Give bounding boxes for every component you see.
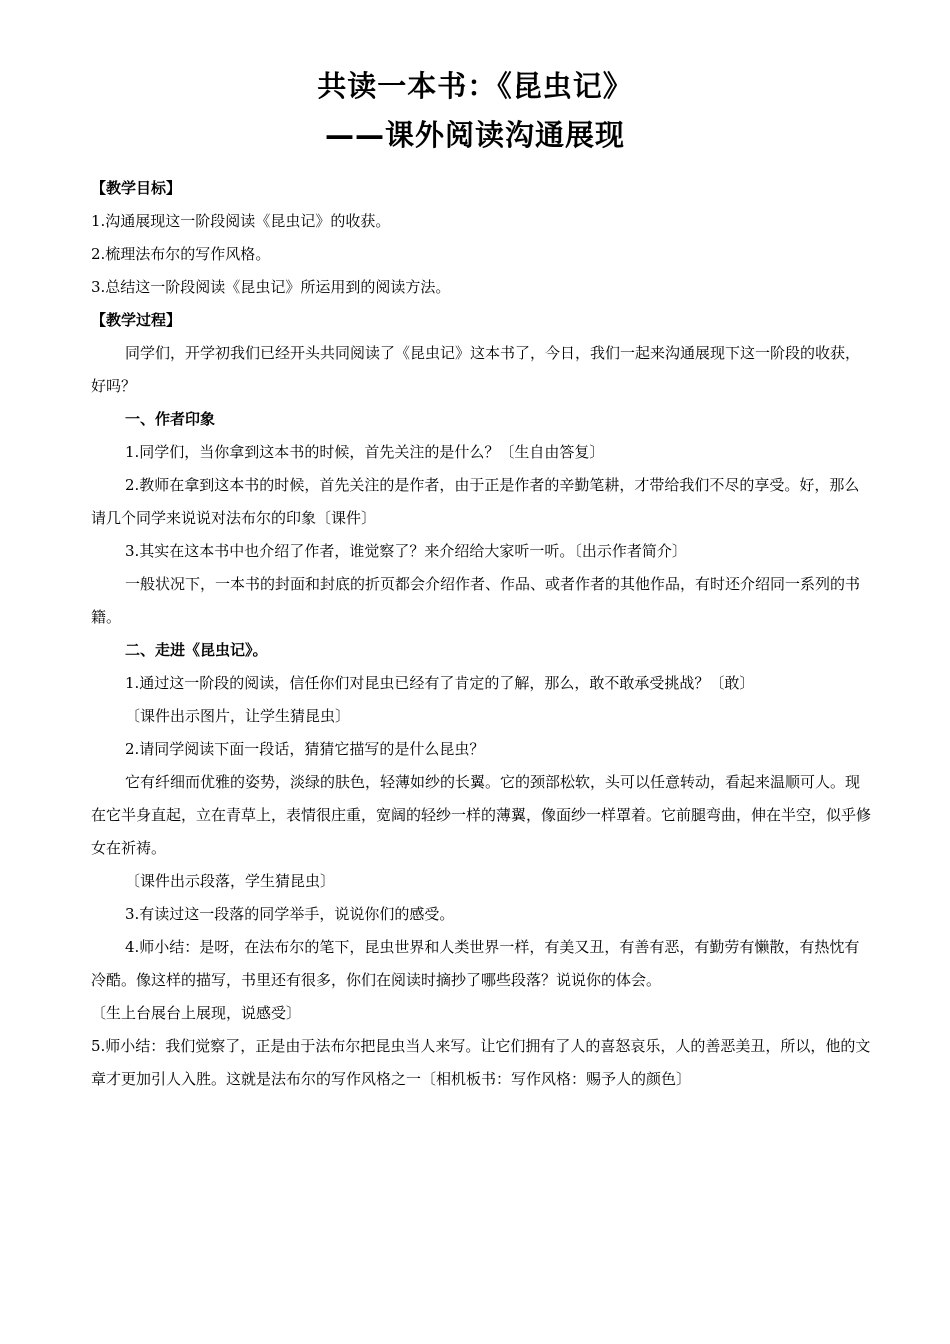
part2-heading: 二、走进《昆虫记》。	[125, 641, 268, 659]
part1-paragraph-1: 1.同学们，当你拿到这本书的时候，首先关注的是什么？〔生自由答复〕	[125, 443, 605, 461]
document-subtitle: ——课外阅读沟通展现	[324, 118, 625, 152]
goal-item-1: 1.沟通展现这一阶段阅读《昆虫记》的收获。	[91, 212, 391, 230]
document-title: 共读一本书：《昆虫记》	[317, 69, 633, 103]
goal-item-2: 2.梳理法布尔的写作风格。	[91, 245, 271, 263]
part2-paragraph-8: 〔生上台展台上展现，说感受〕	[91, 1004, 302, 1022]
part2-paragraph-5: 〔课件出示段落，学生猜昆虫〕	[125, 872, 336, 890]
part2-paragraph-4: 它有纤细而优雅的姿势，淡绿的肤色，轻薄如纱的长翼。它的颈部松软，头可以任意转动，看起来温顺可人。现在它半身直起，立在青草上，表情很庄重，宽阔的轻纱一样的薄翼，像面纱一样罩着。它前腿弯曲，伸在半空，似乎修女在祈祷。	[91, 773, 872, 857]
part2-paragraph-9: 5.师小结：我们觉察了，正是由于法布尔把昆虫当人来写。让它们拥有了人的喜怒哀乐，人的善恶美丑，所以，他的文章才更加引人入胜。这就是法布尔的写作风格之一〔相机板书：写作风格：赐予人的颜色〕	[91, 1037, 871, 1088]
part1-paragraph-3: 3.其实在这本书中也介绍了作者，谁觉察了？来介绍给大家听一听。〔出示作者简介〕	[125, 542, 687, 560]
process-intro: 同学们，开学初我们已经开头共同阅读了《昆虫记》这本书了，今日，我们一起来沟通展现下这一阶段的收获，好吗？	[91, 344, 861, 395]
goal-item-3: 3.总结这一阶段阅读《昆虫记》所运用到的阅读方法。	[91, 278, 451, 296]
part2-paragraph-1: 1.通过这一阶段的阅读，信任你们对昆虫已经有了肯定的了解，那么，敢不敢承受挑战？〔敢〕	[125, 674, 755, 692]
process-heading: 【教学过程】	[91, 311, 182, 329]
part1-heading: 一、作者印象	[125, 410, 216, 428]
part2-paragraph-2: 〔课件出示图片，让学生猜昆虫〕	[125, 707, 351, 725]
part2-paragraph-7: 4.师小结：是呀，在法布尔的笔下，昆虫世界和人类世界一样，有美又丑，有善有恶，有勤劳有懒散，有热忱有冷酷。像这样的描写，书里还有很多，你们在阅读时摘抄了哪些段落？说说你的体会。	[91, 938, 860, 989]
part1-paragraph-2: 2.教师在拿到这本书的时候，首先关注的是作者，由于正是作者的辛勤笔耕，才带给我们不尽的享受。好，那么请几个同学来说说对法布尔的印象〔课件〕	[91, 476, 860, 527]
part1-paragraph-4: 一般状况下，一本书的封面和封底的折页都会介绍作者、作品、或者作者的其他作品，有时还介绍同一系列的书籍。	[91, 575, 861, 626]
goals-heading: 【教学目标】	[91, 179, 182, 197]
part2-paragraph-6: 3.有读过这一段落的同学举手，说说你们的感受。	[125, 905, 455, 923]
part2-paragraph-3: 2.请同学阅读下面一段话，猜猜它描写的是什么昆虫？	[125, 740, 485, 758]
document-body	[91, 172, 871, 1096]
